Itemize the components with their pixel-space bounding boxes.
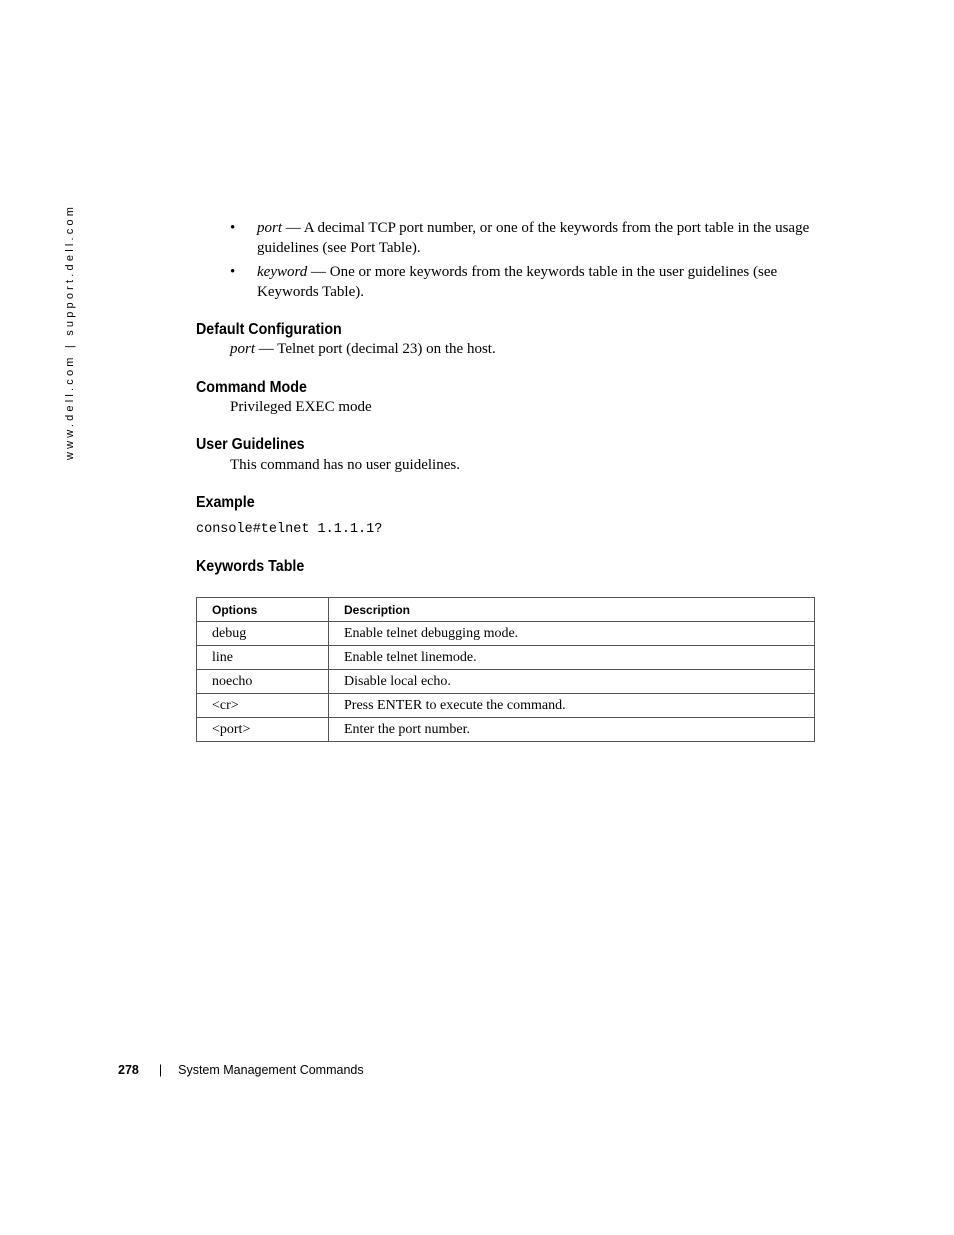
option-cell: line <box>197 646 329 670</box>
default-configuration-description: — Telnet port (decimal 23) on the host. <box>255 341 496 357</box>
column-header-description: Description <box>329 598 815 622</box>
option-cell: noecho <box>197 670 329 694</box>
heading-user-guidelines: User Guidelines <box>196 436 305 453</box>
bullet-icon: • <box>230 264 236 280</box>
description-cell: Enable telnet debugging mode. <box>329 622 815 646</box>
parameter-description: — A decimal TCP port number, or one of the keywords from the port table in the usage guidelines (see Port Table). <box>257 220 810 256</box>
list-item <box>230 219 810 258</box>
heading-example: Example <box>196 494 255 511</box>
footer-section-title: System Management Commands <box>178 1063 364 1077</box>
option-cell: debug <box>197 622 329 646</box>
default-configuration-text <box>230 340 496 359</box>
command-mode-text: Privileged EXEC mode <box>230 399 372 415</box>
keywords-table <box>196 597 815 742</box>
option-cell: <cr> <box>197 694 329 718</box>
bullet-icon: • <box>230 220 236 236</box>
parameter-term: keyword <box>257 264 308 280</box>
parameter-description: — One or more keywords from the keywords table in the user guidelines (see Keywords Table). <box>257 264 778 300</box>
table-row <box>197 694 815 718</box>
column-header-options: Options <box>197 598 329 622</box>
description-cell: Enter the port number. <box>329 718 815 742</box>
heading-command-mode: Command Mode <box>196 379 307 396</box>
example-code: console#telnet 1.1.1.1? <box>196 522 383 537</box>
description-cell: Press ENTER to execute the command. <box>329 694 815 718</box>
parameter-list <box>230 219 810 307</box>
heading-keywords-table: Keywords Table <box>196 558 305 575</box>
parameter-term: port <box>257 220 283 236</box>
side-url-text: www.dell.com | support.dell.com <box>64 203 76 460</box>
user-guidelines-text: This command has no user guidelines. <box>230 457 460 473</box>
option-cell: <port> <box>197 718 329 742</box>
table-row <box>197 646 815 670</box>
description-cell: Enable telnet linemode. <box>329 646 815 670</box>
table-row <box>197 670 815 694</box>
parameter-term: port <box>230 341 256 357</box>
page-footer <box>118 1062 364 1078</box>
table-header-row <box>197 598 815 622</box>
list-item <box>230 263 810 302</box>
heading-default-configuration: Default Configuration <box>196 321 342 338</box>
table-row <box>197 718 815 742</box>
page-number: 278 <box>118 1063 139 1077</box>
table-row <box>197 622 815 646</box>
footer-separator: | <box>158 1063 163 1077</box>
description-cell: Disable local echo. <box>329 670 815 694</box>
